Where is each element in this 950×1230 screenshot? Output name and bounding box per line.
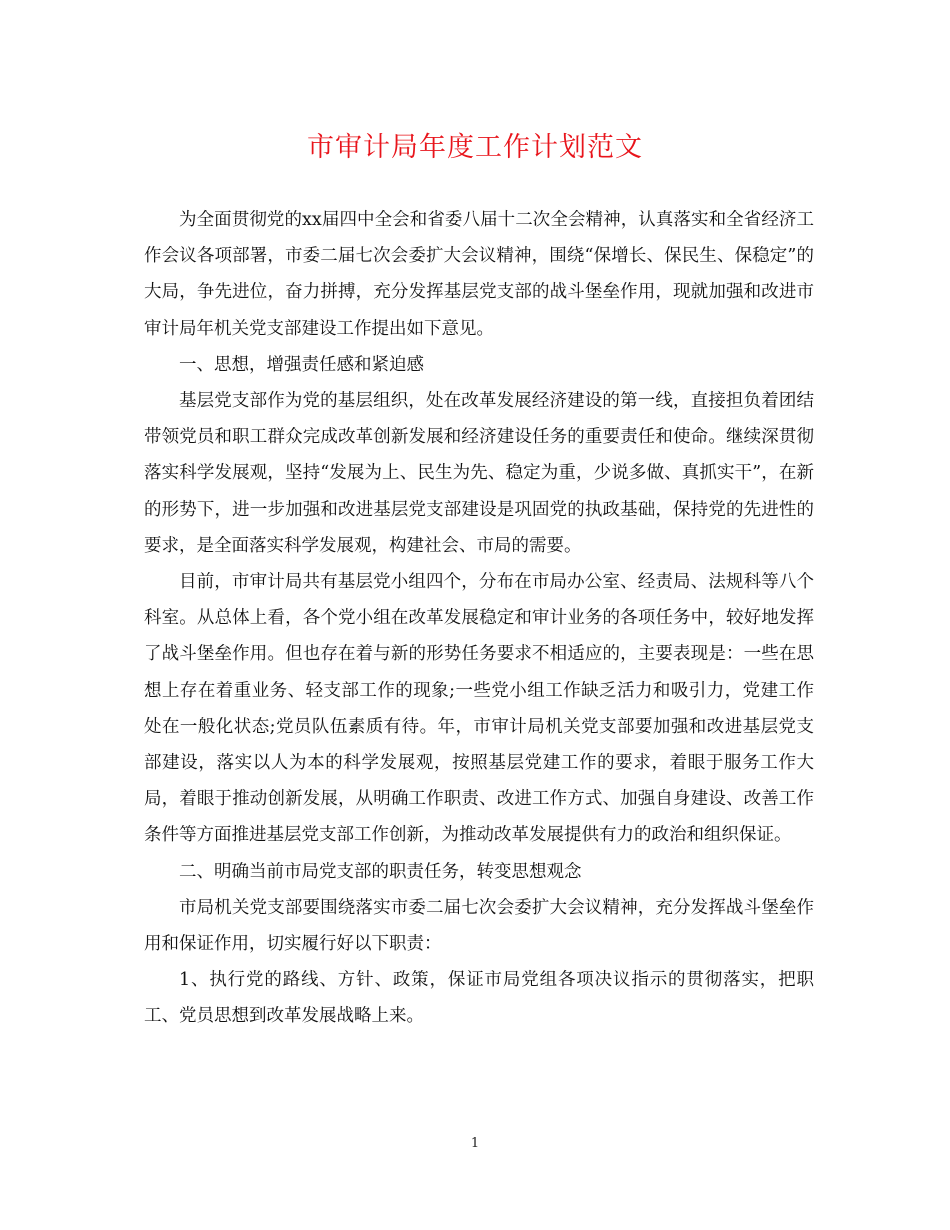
document-title: 市审计局年度工作计划范文 xyxy=(307,132,643,163)
document-body xyxy=(144,202,814,1035)
section-heading-2: 二、明确当前市局党支部的职责任务，转变思想观念 xyxy=(179,861,582,882)
section-heading-1: 一、思想，增强责任感和紧迫感 xyxy=(179,354,424,375)
page-number: 1 xyxy=(470,1136,480,1151)
body-paragraph: 目前，市审计局共有基层党小组四个，分布在市局办公室、经责局、法规科等八个科室。从总体上看，各个党小组在改革发展稳定和审计业务的各项任务中，较好地发挥了战斗堡垒作用。但也存在着与新的形势任务要求不相适应的，主要表现是：一些在思想上存在着重业务、轻支部工作的现象;一些党小组工作缺乏活力和吸引力，党建工作处在一般化状态;党员队伍素质有待。年，市审计局机关党支部要加强和改进基层党支部建设，落实以人为本的科学发展观，按照基层党建工作的要求，着眼于服务工作大局，着眼于推动创新发展，从明确工作职责、改进工作方式、加强自身建设、改善工作条件等方面推进基层党支部工作创新，为推动改革发展提供有力的政治和组织保证。 xyxy=(144,572,814,846)
list-item: 1、执行党的路线、方针、政策，保证市局党组各项决议指示的贯彻落实，把职工、党员思想到改革发展战略上来。 xyxy=(144,970,814,1027)
body-paragraph: 市局机关党支部要围绕落实市委二届七次会委扩大会议精神，充分发挥战斗堡垒作用和保证作用，切实履行好以下职责： xyxy=(144,897,814,955)
body-paragraph: 基层党支部作为党的基层组织，处在改革发展经济建设的第一线，直接担负着团结带领党员和职工群众完成改革创新发展和经济建设任务的重要责任和使命。继续深贯彻落实科学发展观，坚持“发展为上、民生为先、稳定为重，少说多做、真抓实干”，在新的形势下，进一步加强和改进基层党支部建设是巩固党的执政基础，保持党的先进性的要求，是全面落实科学发展观，构建社会、市局的需要。 xyxy=(144,391,814,556)
intro-paragraph: 为全面贯彻党的xx届四中全会和省委八届十二次全会精神，认真落实和全省经济工作会议各项部署，市委二届七次会委扩大会议精神，围绕“保增长、保民生、保稳定”的大局，争先进位，奋力拼搏，充分发挥基层党支部的战斗堡垒作用，现就加强和改进市审计局年机关党支部建设工作提出如下意见。 xyxy=(144,210,814,339)
